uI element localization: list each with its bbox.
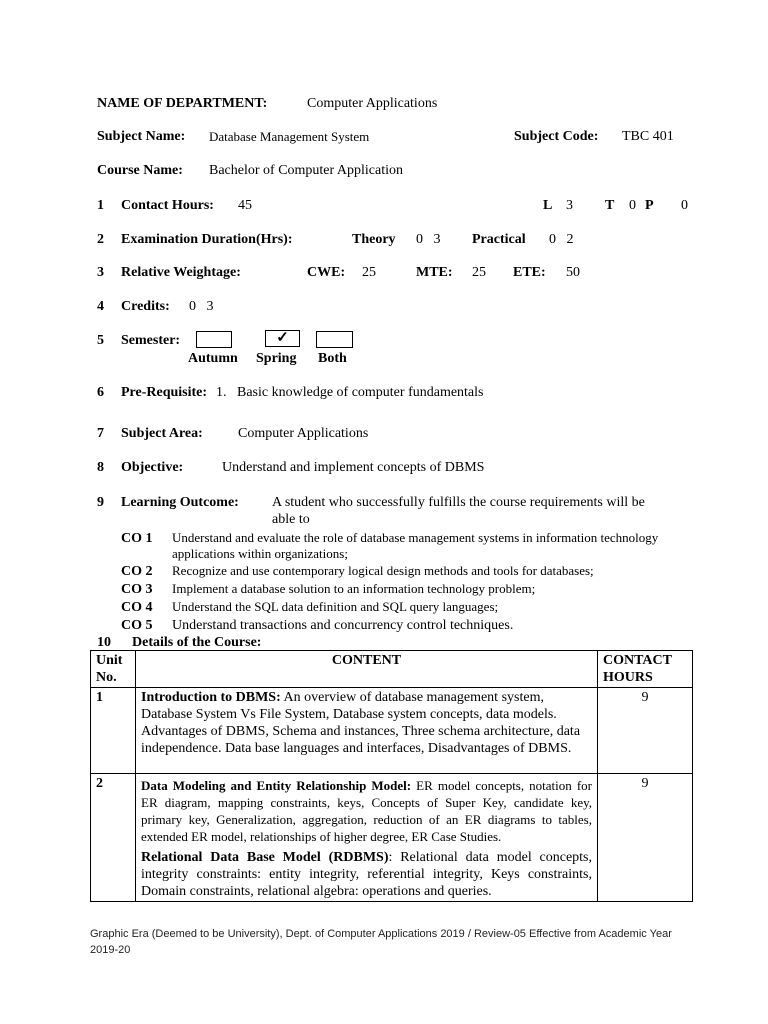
p-label: P bbox=[645, 198, 654, 213]
unit-paragraph bbox=[141, 777, 592, 845]
objective-label: Objective: bbox=[121, 460, 184, 475]
weightage-label: Relative Weightage: bbox=[121, 265, 241, 280]
theory-label: Theory bbox=[352, 232, 396, 247]
practical-label: Practical bbox=[472, 232, 526, 247]
credits-value: 0 3 bbox=[189, 299, 214, 314]
prerequisite-value: 1. Basic knowledge of computer fundamentals bbox=[216, 385, 484, 400]
subject-code-value: TBC 401 bbox=[622, 129, 674, 144]
unit-text: An overview of database management system, Database System Vs File System, Database system concepts, data models. Advantages of DBMS, Schema and instances, Three schema architecture, data independence. Data base languages and interfaces, Disadvantages of DBMS. bbox=[141, 690, 581, 756]
t-value: 0 bbox=[629, 198, 636, 213]
unit-hours: 9 bbox=[598, 774, 693, 902]
course-table bbox=[90, 650, 693, 902]
learning-outcome-label: Learning Outcome: bbox=[121, 495, 239, 510]
item-number: 8 bbox=[97, 460, 104, 475]
unit-content bbox=[136, 774, 598, 902]
check-mark-icon: ✓ bbox=[276, 330, 289, 346]
l-value: 3 bbox=[566, 198, 573, 213]
objective-value: Understand and implement concepts of DBMS bbox=[222, 460, 485, 475]
theory-value: 0 3 bbox=[416, 232, 441, 247]
co-text: applications within organizations; bbox=[172, 546, 348, 561]
unit-title: Data Modeling and Entity Relationship Model: bbox=[141, 778, 412, 793]
learning-outcome-line2: able to bbox=[272, 512, 310, 527]
subject-area-label: Subject Area: bbox=[121, 426, 203, 441]
contact-hours-label: Contact Hours: bbox=[121, 198, 214, 213]
subject-code-label: Subject Code: bbox=[514, 129, 599, 144]
co-text: Recognize and use contemporary logical design methods and tools for databases; bbox=[172, 563, 594, 578]
p-value: 0 bbox=[681, 198, 688, 213]
contact-hours-value: 45 bbox=[238, 198, 252, 213]
learning-outcome-line1: A student who successfully fulfills the course requirements will be bbox=[272, 495, 645, 510]
co-code: CO 2 bbox=[121, 564, 153, 579]
table-row bbox=[91, 774, 693, 902]
subject-name-label: Subject Name: bbox=[97, 129, 186, 144]
course-name-label: Course Name: bbox=[97, 163, 183, 178]
co-code: CO 4 bbox=[121, 600, 153, 615]
table-row bbox=[91, 688, 693, 774]
mte-label: MTE: bbox=[416, 265, 453, 280]
item-number: 3 bbox=[97, 265, 104, 280]
co-code: CO 1 bbox=[121, 531, 153, 546]
course-name-value: Bachelor of Computer Application bbox=[209, 163, 404, 178]
hours-header: CONTACT HOURS bbox=[598, 651, 693, 688]
t-label: T bbox=[605, 198, 615, 213]
item-number: 10 bbox=[97, 635, 111, 650]
exam-duration-label: Examination Duration(Hrs): bbox=[121, 232, 293, 247]
co-text: Understand the SQL data definition and SQL query languages; bbox=[172, 599, 499, 614]
spring-checkbox[interactable] bbox=[265, 330, 300, 347]
co-code: CO 3 bbox=[121, 582, 153, 597]
unit-title: Introduction to DBMS: bbox=[141, 690, 281, 705]
ete-value: 50 bbox=[566, 265, 580, 280]
page-footer: Graphic Era (Deemed to be University), Dept. of Computer Applications 2019 / Review-05 Effective from Academic Year 2019-20 bbox=[90, 928, 672, 956]
ete-label: ETE: bbox=[513, 265, 546, 280]
department-value: Computer Applications bbox=[307, 96, 438, 111]
item-number: 9 bbox=[97, 495, 104, 510]
unit-paragraph bbox=[141, 849, 592, 900]
semester-label: Semester: bbox=[121, 333, 181, 348]
cwe-value: 25 bbox=[362, 265, 376, 280]
subject-name-value: Database Management System bbox=[209, 129, 370, 144]
table-header-row bbox=[91, 651, 693, 688]
subject-area-value: Computer Applications bbox=[238, 426, 369, 441]
both-label: Both bbox=[318, 351, 347, 366]
autumn-label: Autumn bbox=[188, 351, 238, 366]
both-checkbox[interactable] bbox=[316, 331, 353, 348]
unit-title: Relational Data Base Model (RDBMS) bbox=[141, 850, 389, 865]
spring-label: Spring bbox=[256, 351, 297, 366]
item-number: 2 bbox=[97, 232, 104, 247]
item-number: 1 bbox=[97, 198, 104, 213]
mte-value: 25 bbox=[472, 265, 486, 280]
details-label: Details of the Course: bbox=[132, 635, 262, 650]
item-number: 5 bbox=[97, 333, 104, 348]
item-number: 4 bbox=[97, 299, 104, 314]
unit-number: 2 bbox=[91, 774, 136, 902]
unit-hours: 9 bbox=[598, 688, 693, 774]
unit-text: : Relational data model concepts, integrity constraints: entity integrity, referential integrity, Keys constraints, Domain constraints, relational algebra: operations and queries. bbox=[141, 850, 593, 899]
department-label: NAME OF DEPARTMENT: bbox=[97, 96, 268, 111]
autumn-checkbox[interactable] bbox=[196, 331, 232, 348]
credits-label: Credits: bbox=[121, 299, 170, 314]
content-header: CONTENT bbox=[136, 651, 598, 688]
co-text: Understand and evaluate the role of database management systems in information technology bbox=[172, 530, 659, 545]
l-label: L bbox=[543, 198, 553, 213]
unit-header: Unit No. bbox=[91, 651, 136, 688]
cwe-label: CWE: bbox=[307, 265, 346, 280]
prerequisite-label: Pre-Requisite: bbox=[121, 385, 208, 400]
unit-text: ER model concepts, notation for ER diagram, mapping constraints, keys, Concepts of Super Key, candidate key, primary key, Generalization, aggregation, reduction of an ER diagrams to tables, extended ER model, relationships of higher degree, ER Case Studies. bbox=[141, 778, 592, 844]
unit-content bbox=[136, 688, 598, 774]
unit-number: 1 bbox=[91, 688, 136, 774]
item-number: 7 bbox=[97, 426, 104, 441]
item-number: 6 bbox=[97, 385, 104, 400]
co-text: Understand transactions and concurrency control techniques. bbox=[172, 618, 514, 633]
practical-value: 0 2 bbox=[549, 232, 574, 247]
co-text: Implement a database solution to an information technology problem; bbox=[172, 581, 536, 596]
co-code: CO 5 bbox=[121, 618, 153, 633]
